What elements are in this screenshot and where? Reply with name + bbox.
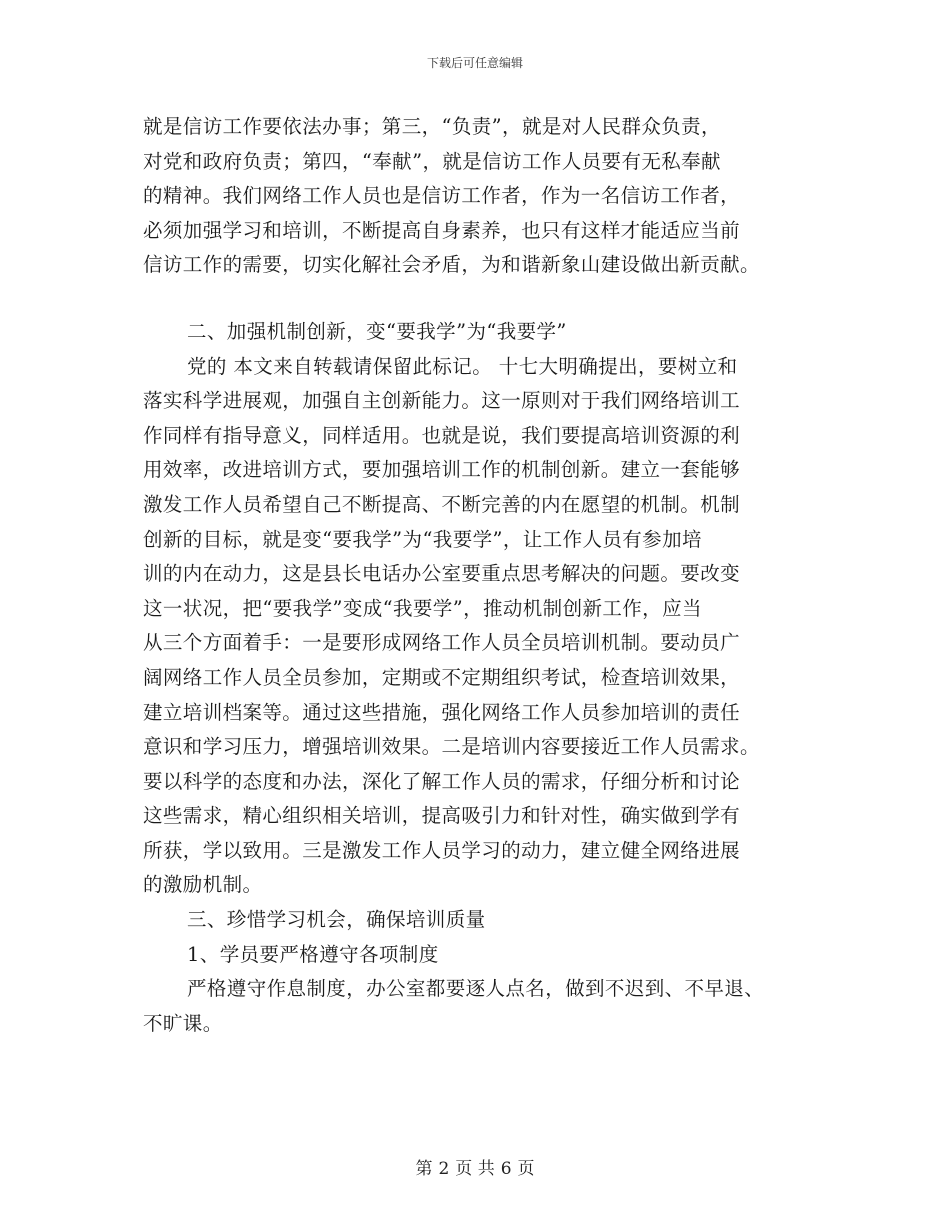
text-line: 对党和政府负责；第四，“奉献”，就是信访工作人员要有无私奉献 <box>143 149 721 173</box>
current-page-number: 2 <box>438 1159 450 1179</box>
page-number-footer <box>0 1154 950 1179</box>
section-heading-3: 三、珍惜学习机会，确保培训质量 <box>187 908 486 932</box>
text-line: 就是信访工作要依法办事；第三，“负责”，就是对人民群众负责， <box>143 115 721 138</box>
section-heading-2: 二、加强机制创新，变“要我学”为“我要学” <box>187 319 567 343</box>
total-page-count: 6 <box>500 1159 512 1179</box>
text-line: 必须加强学习和培训，不断提高自身素养，也只有这样才能适应当前 <box>143 218 741 242</box>
footer-middle: 页 共 <box>455 1159 495 1179</box>
text-line: 的精神。我们网络工作人员也是信访工作者，作为一名信访工作者， <box>143 184 741 208</box>
paragraph-block-1 <box>143 110 819 283</box>
text-line: 这些需求，精心组织相关培训，提高吸引力和针对性，确实做到学有 <box>143 804 741 828</box>
text-line: 党的 本文来自转载请保留此标记。 十七大明确提出，要树立和 <box>187 354 738 378</box>
text-line: 用效率，改进培训方式，要加强培训工作的机制创新。建立一套能够 <box>143 458 741 482</box>
text-line: 建立培训档案等。通过这些措施，强化网络工作人员参加培训的责任 <box>143 700 741 724</box>
text-line: 严格遵守作息制度，办公室都要逐人点名，做到不迟到、不早退、 <box>187 977 765 1001</box>
text-line: 创新的目标，就是变“要我学”为“我要学”，让工作人员有参加培 <box>143 527 702 551</box>
text-line: 激发工作人员希望自己不断提高、不断完善的内在愿望的机制。机制 <box>143 492 741 516</box>
subsection-heading-1: 1、学员要严格遵守各项制度 <box>187 942 439 966</box>
text-line: 的激励机制。 <box>143 873 263 897</box>
paragraph-gap <box>143 283 819 315</box>
text-line: 作同样有指导意义，同样适用。也就是说，我们要提高培训资源的利 <box>143 423 741 447</box>
text-line: 信访工作的需要，切实化解社会矛盾，为和谐新象山建设做出新贡献。 <box>143 253 760 277</box>
text-line: 不旷课。 <box>143 1011 223 1035</box>
document-body <box>143 110 819 1041</box>
text-line: 意识和学习压力，增强培训效果。二是培训内容要接近工作人员需求。 <box>143 735 760 759</box>
text-line: 要以科学的态度和办法，深化了解工作人员的需求，仔细分析和讨论 <box>143 769 741 793</box>
text-line: 这一状况，把“要我学”变成“我要学”，推动机制创新工作，应当 <box>143 596 702 620</box>
text-line: 阔网络工作人员全员参加，定期或不定期组织考试，检查培训效果， <box>143 665 741 689</box>
paragraph-block-2 <box>143 350 819 904</box>
paragraph-block-3 <box>143 972 819 1041</box>
footer-prefix: 第 <box>415 1159 433 1179</box>
footer-suffix: 页 <box>517 1159 535 1179</box>
text-line: 所获，学以致用。三是激发工作人员学习的动力，建立健全网络进展 <box>143 838 741 862</box>
page-header-note: 下载后可任意编辑 <box>426 56 523 70</box>
text-line: 落实科学进展观，加强自主创新能力。这一原则对于我们网络培训工 <box>143 389 741 413</box>
text-line: 从三个方面着手：一是要形成网络工作人员全员培训机制。要动员广 <box>143 631 741 655</box>
text-line: 训的内在动力，这是县长电话办公室要重点思考解决的问题。要改变 <box>143 562 741 586</box>
